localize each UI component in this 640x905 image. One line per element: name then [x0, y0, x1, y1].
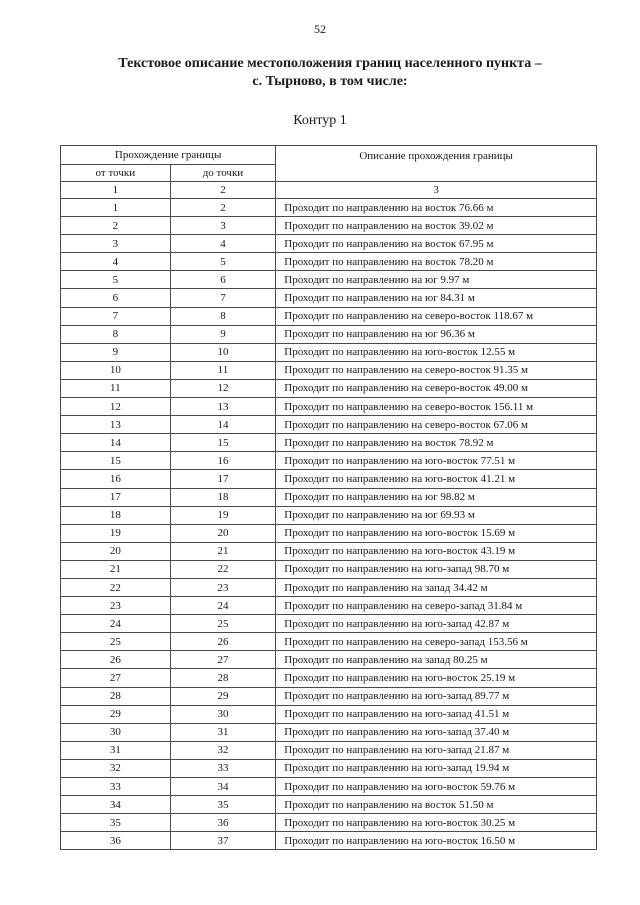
to-point-cell: 22: [170, 560, 276, 578]
from-point-cell: 12: [61, 398, 171, 416]
from-point-cell: 33: [61, 778, 171, 796]
from-point-cell: 32: [61, 759, 171, 777]
from-point-cell: 24: [61, 615, 171, 633]
from-point-cell: 18: [61, 506, 171, 524]
from-point-cell: 3: [61, 235, 171, 253]
table-row: [61, 452, 597, 470]
from-point-cell: 6: [61, 289, 171, 307]
description-cell: Проходит по направлению на юг 96.36 м: [276, 325, 597, 343]
description-cell: Проходит по направлению на северо-восток 67.06 м: [276, 416, 597, 434]
description-cell: Проходит по направлению на юго-запад 21.87 м: [276, 741, 597, 759]
description-cell: Проходит по направлению на юго-восток 43.19 м: [276, 542, 597, 560]
to-point-cell: 35: [170, 796, 276, 814]
to-point-cell: 25: [170, 615, 276, 633]
from-point-cell: 19: [61, 524, 171, 542]
to-point-cell: 16: [170, 452, 276, 470]
table-row: [61, 488, 597, 506]
description-cell: Проходит по направлению на восток 76.66 м: [276, 199, 597, 217]
from-point-cell: 29: [61, 705, 171, 723]
table-row: [61, 597, 597, 615]
to-point-cell: 31: [170, 723, 276, 741]
table-row: [61, 814, 597, 832]
from-point-cell: 23: [61, 597, 171, 615]
description-cell: Проходит по направлению на северо-восток 118.67 м: [276, 307, 597, 325]
table-row: [61, 669, 597, 687]
to-point-cell: 30: [170, 705, 276, 723]
column-number: 1: [61, 182, 171, 199]
table-row: [61, 398, 597, 416]
table-row: [61, 416, 597, 434]
table-row: [61, 289, 597, 307]
from-point-cell: 9: [61, 343, 171, 361]
from-point-cell: 28: [61, 687, 171, 705]
description-cell: Проходит по направлению на восток 78.92 м: [276, 434, 597, 452]
to-point-cell: 6: [170, 271, 276, 289]
from-point-cell: 17: [61, 488, 171, 506]
description-cell: Проходит по направлению на юго-восток 77.51 м: [276, 452, 597, 470]
table-row: [61, 325, 597, 343]
to-point-cell: 10: [170, 343, 276, 361]
description-cell: Проходит по направлению на юго-запад 98.70 м: [276, 560, 597, 578]
description-cell: Проходит по направлению на юго-запад 89.77 м: [276, 687, 597, 705]
description-cell: Проходит по направлению на юго-запад 42.87 м: [276, 615, 597, 633]
table-row: [61, 741, 597, 759]
to-point-cell: 13: [170, 398, 276, 416]
title-line-2: с. Тырново, в том числе:: [252, 74, 408, 89]
from-point-cell: 20: [61, 542, 171, 560]
table-row: [61, 271, 597, 289]
table-row: [61, 560, 597, 578]
to-point-cell: 33: [170, 759, 276, 777]
table-row: [61, 705, 597, 723]
table-row: [61, 687, 597, 705]
description-cell: Проходит по направлению на юго-восток 30.25 м: [276, 814, 597, 832]
description-cell: Проходит по направлению на юго-восток 59.76 м: [276, 778, 597, 796]
table-row: [61, 723, 597, 741]
to-point-cell: 34: [170, 778, 276, 796]
header-from-point: от точки: [61, 165, 171, 182]
from-point-cell: 5: [61, 271, 171, 289]
from-point-cell: 21: [61, 560, 171, 578]
to-point-cell: 19: [170, 506, 276, 524]
from-point-cell: 35: [61, 814, 171, 832]
table-row: [61, 307, 597, 325]
description-cell: Проходит по направлению на северо-запад 31.84 м: [276, 597, 597, 615]
description-cell: Проходит по направлению на восток 67.95 м: [276, 235, 597, 253]
from-point-cell: 27: [61, 669, 171, 687]
description-cell: Проходит по направлению на юго-запад 41.51 м: [276, 705, 597, 723]
table-row: [61, 542, 597, 560]
to-point-cell: 5: [170, 253, 276, 271]
from-point-cell: 11: [61, 379, 171, 397]
document-title: [60, 55, 600, 91]
column-number: 3: [276, 182, 597, 199]
description-cell: Проходит по направлению на северо-восток 156.11 м: [276, 398, 597, 416]
from-point-cell: 1: [61, 199, 171, 217]
from-point-cell: 36: [61, 832, 171, 850]
contour-label: Контур 1: [293, 113, 347, 128]
description-cell: Проходит по направлению на запад 80.25 м: [276, 651, 597, 669]
table-row: [61, 651, 597, 669]
header-boundary-passage: Прохождение границы: [61, 146, 276, 165]
table-row: [61, 759, 597, 777]
table-row: [61, 796, 597, 814]
from-point-cell: 26: [61, 651, 171, 669]
table-row: [61, 361, 597, 379]
to-point-cell: 20: [170, 524, 276, 542]
to-point-cell: 11: [170, 361, 276, 379]
description-cell: Проходит по направлению на восток 78.20 м: [276, 253, 597, 271]
page-number: 52: [314, 22, 326, 36]
to-point-cell: 4: [170, 235, 276, 253]
table-row: [61, 470, 597, 488]
table-row: [61, 235, 597, 253]
to-point-cell: 26: [170, 633, 276, 651]
table-row: [61, 253, 597, 271]
description-cell: Проходит по направлению на юг 98.82 м: [276, 488, 597, 506]
to-point-cell: 8: [170, 307, 276, 325]
from-point-cell: 10: [61, 361, 171, 379]
from-point-cell: 31: [61, 741, 171, 759]
description-cell: Проходит по направлению на юго-запад 37.40 м: [276, 723, 597, 741]
table-row: [61, 832, 597, 850]
from-point-cell: 2: [61, 217, 171, 235]
table-row: [61, 778, 597, 796]
from-point-cell: 14: [61, 434, 171, 452]
to-point-cell: 15: [170, 434, 276, 452]
table-row: [61, 615, 597, 633]
description-cell: Проходит по направлению на юго-запад 19.94 м: [276, 759, 597, 777]
to-point-cell: 32: [170, 741, 276, 759]
boundary-table: [60, 145, 597, 850]
to-point-cell: 3: [170, 217, 276, 235]
from-point-cell: 13: [61, 416, 171, 434]
description-cell: Проходит по направлению на юг 84.31 м: [276, 289, 597, 307]
to-point-cell: 2: [170, 199, 276, 217]
from-point-cell: 22: [61, 578, 171, 596]
description-cell: Проходит по направлению на юго-восток 12.55 м: [276, 343, 597, 361]
column-number: 2: [170, 182, 276, 199]
to-point-cell: 18: [170, 488, 276, 506]
description-cell: Проходит по направлению на юг 9.97 м: [276, 271, 597, 289]
to-point-cell: 12: [170, 379, 276, 397]
description-cell: Проходит по направлению на северо-запад 153.56 м: [276, 633, 597, 651]
from-point-cell: 8: [61, 325, 171, 343]
description-cell: Проходит по направлению на юго-восток 15.69 м: [276, 524, 597, 542]
table-row: [61, 524, 597, 542]
description-cell: Проходит по направлению на северо-восток 49.00 м: [276, 379, 597, 397]
header-to-point: до точки: [170, 165, 276, 182]
table-row: [61, 343, 597, 361]
from-point-cell: 30: [61, 723, 171, 741]
from-point-cell: 7: [61, 307, 171, 325]
table-row: [61, 578, 597, 596]
table-row: [61, 633, 597, 651]
title-line-1: Текстовое описание местоположения границ населенного пункта –: [118, 56, 542, 71]
description-cell: Проходит по направлению на юго-восток 16.50 м: [276, 832, 597, 850]
table-row: [61, 379, 597, 397]
description-cell: Проходит по направлению на юго-восток 41.21 м: [276, 470, 597, 488]
table-row: [61, 434, 597, 452]
table-row: [61, 199, 597, 217]
to-point-cell: 27: [170, 651, 276, 669]
header-description: Описание прохождения границы: [276, 146, 597, 182]
to-point-cell: 21: [170, 542, 276, 560]
from-point-cell: 4: [61, 253, 171, 271]
from-point-cell: 16: [61, 470, 171, 488]
to-point-cell: 23: [170, 578, 276, 596]
from-point-cell: 25: [61, 633, 171, 651]
to-point-cell: 29: [170, 687, 276, 705]
description-cell: Проходит по направлению на запад 34.42 м: [276, 578, 597, 596]
from-point-cell: 15: [61, 452, 171, 470]
to-point-cell: 9: [170, 325, 276, 343]
to-point-cell: 17: [170, 470, 276, 488]
to-point-cell: 24: [170, 597, 276, 615]
description-cell: Проходит по направлению на юго-восток 25.19 м: [276, 669, 597, 687]
to-point-cell: 37: [170, 832, 276, 850]
to-point-cell: 36: [170, 814, 276, 832]
description-cell: Проходит по направлению на восток 51.50 м: [276, 796, 597, 814]
description-cell: Проходит по направлению на северо-восток 91.35 м: [276, 361, 597, 379]
from-point-cell: 34: [61, 796, 171, 814]
description-cell: Проходит по направлению на восток 39.02 м: [276, 217, 597, 235]
table-row: [61, 217, 597, 235]
table-row: [61, 506, 597, 524]
to-point-cell: 7: [170, 289, 276, 307]
table-body: [61, 199, 597, 850]
to-point-cell: 14: [170, 416, 276, 434]
description-cell: Проходит по направлению на юг 69.93 м: [276, 506, 597, 524]
to-point-cell: 28: [170, 669, 276, 687]
